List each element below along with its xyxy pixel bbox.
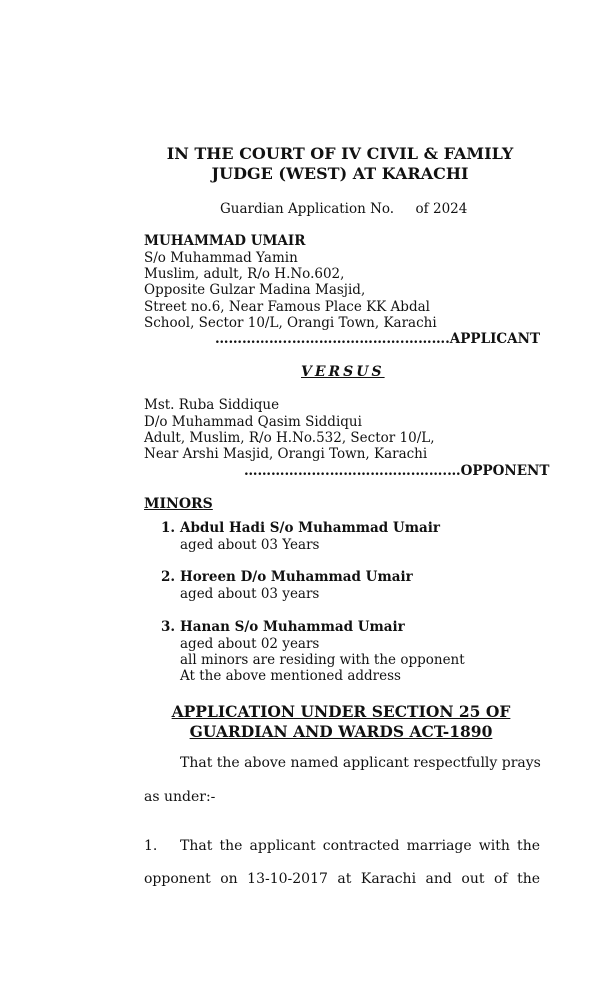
versus-heading: VERSUS <box>301 364 385 380</box>
application-number: Guardian Application No. of 2024 <box>220 201 468 217</box>
minor-age: aged about 02 years <box>180 636 320 652</box>
application-title-line-1: APPLICATION UNDER SECTION 25 OF <box>171 702 511 721</box>
minor-age: aged about 03 years <box>180 586 320 602</box>
minors-note: all minors are residing with the opponent <box>180 652 465 668</box>
court-heading-line-2: JUDGE (WEST) AT KARACHI <box>211 164 469 183</box>
opponent-dots: ……………….……………….…….… <box>244 463 461 479</box>
minor-name: Horeen D/o Muhammad Umair <box>180 569 413 585</box>
opponent-line: Mst. Ruba Siddique <box>144 397 280 413</box>
applicant-line: Muslim, adult, R/o H.No.602, <box>144 266 345 282</box>
applicant-line: School, Sector 10/L, Orangi Town, Karachi <box>144 315 437 331</box>
opponent-line: Near Arshi Masjid, Orangi Town, Karachi <box>144 446 428 462</box>
minor-number: 3. <box>161 619 176 635</box>
paragraph-1-line-2: opponent on 13-10-2017 at Karachi and out of the <box>144 871 540 887</box>
opponent-role: OPPONENT <box>460 463 550 479</box>
opponent-line: Adult, Muslim, R/o H.No.532, Sector 10/L, <box>144 430 435 446</box>
applicant-role-line <box>211 331 540 347</box>
application-title-line-2: GUARDIAN AND WARDS ACT-1890 <box>189 722 493 741</box>
applicant-dots: ……………..…………………….………. <box>214 331 450 347</box>
minors-heading: MINORS <box>144 496 213 512</box>
paragraph-number: 1. <box>144 838 158 854</box>
applicant-line: Opposite Gulzar Madina Masjid, <box>144 282 366 298</box>
minor-age: aged about 03 Years <box>180 537 320 553</box>
minors-note: At the above mentioned address <box>180 668 401 684</box>
minor-name: Hanan S/o Muhammad Umair <box>180 619 405 635</box>
minor-number: 1. <box>161 520 176 536</box>
applicant-line: S/o Muhammad Yamin <box>144 250 298 266</box>
opponent-role-line <box>244 463 550 479</box>
applicant-name: MUHAMMAD UMAIR <box>144 233 306 249</box>
applicant-role: APPLICANT <box>449 331 540 347</box>
opponent-line: D/o Muhammad Qasim Siddiqui <box>144 414 362 430</box>
paragraph-1-line-1: That the applicant contracted marriage with the <box>180 838 540 854</box>
body-intro-line-2: as under:- <box>144 789 216 805</box>
applicant-line: Street no.6, Near Famous Place KK Abdal <box>144 299 430 315</box>
court-heading-line-1: IN THE COURT OF IV CIVIL & FAMILY <box>166 144 514 163</box>
body-intro-line-1: That the above named applicant respectfully prays <box>180 755 541 771</box>
minor-number: 2. <box>161 569 176 585</box>
minor-name: Abdul Hadi S/o Muhammad Umair <box>180 520 440 536</box>
